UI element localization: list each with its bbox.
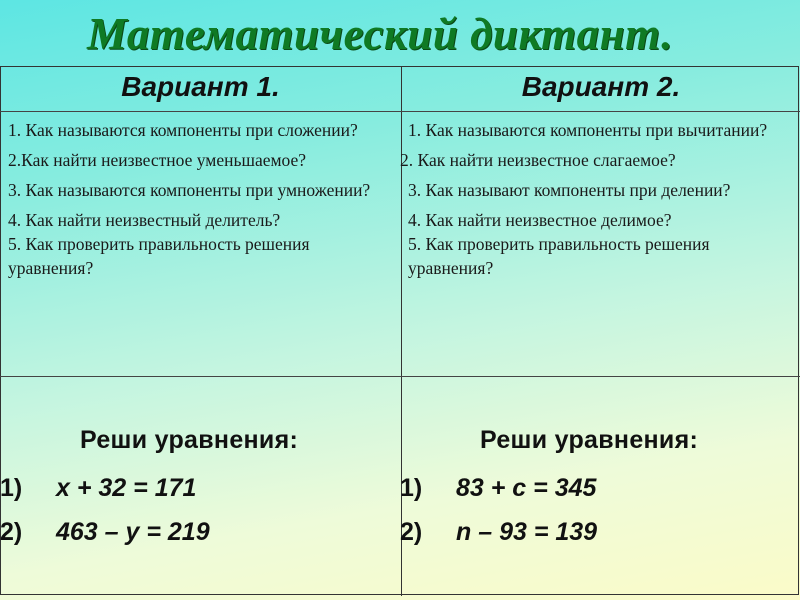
equation-number: 2): [400, 517, 423, 546]
equation-expression: 83 + c = 345: [456, 473, 597, 502]
variant1-equations: [0, 426, 400, 554]
variant1-equation-1: [0, 466, 400, 510]
variant2-header: Вариант 2.: [521, 71, 681, 102]
variant1-question-4: 4. Как найти неизвестный делитель?: [8, 210, 281, 230]
variant1-header: Вариант 1.: [121, 71, 280, 102]
header-divider: [0, 111, 800, 112]
equation-number: 1): [0, 473, 23, 502]
variant2-questions: [400, 118, 790, 280]
variant2-equation-1: [400, 466, 800, 510]
variant1-equation-2: [0, 510, 400, 554]
equation-expression: 463 – y = 219: [56, 517, 210, 546]
variant2-question-1: 1. Как называются компоненты при вычитании?: [408, 120, 768, 140]
variant1-question-3: 3. Как называются компоненты при умножении?: [8, 180, 371, 200]
section-divider: [0, 376, 800, 377]
variant1-question-5: 5. Как проверить правильность решения уравнения?: [8, 234, 310, 278]
equation-expression: n – 93 = 139: [456, 517, 598, 546]
variant1-question-2: 2.Как найти неизвестное уменьшаемое?: [8, 150, 307, 170]
variant1-question-1: 1. Как называются компоненты при сложении?: [8, 120, 358, 140]
variant1-task-title: Реши уравнения:: [80, 426, 299, 454]
equation-expression: x + 32 = 171: [56, 473, 197, 502]
variant2-task-title: Реши уравнения:: [480, 426, 699, 454]
variant1-questions: [8, 118, 390, 280]
variant2-question-3: 3. Как называют компоненты при делении?: [408, 180, 731, 200]
variant2-equation-2: [400, 510, 800, 554]
variant2-question-5: 5. Как проверить правильность решения уравнения?: [408, 234, 710, 278]
variant2-equations: [400, 426, 800, 554]
equation-number: 1): [400, 473, 423, 502]
variant2-question-4: 4. Как найти неизвестное делимое?: [408, 210, 672, 230]
variant2-question-2: 2. Как найти неизвестное слагаемое?: [400, 150, 676, 170]
slide-title: Математический диктант.: [87, 9, 673, 59]
dictation-table: [0, 66, 800, 596]
equation-number: 2): [0, 517, 23, 546]
